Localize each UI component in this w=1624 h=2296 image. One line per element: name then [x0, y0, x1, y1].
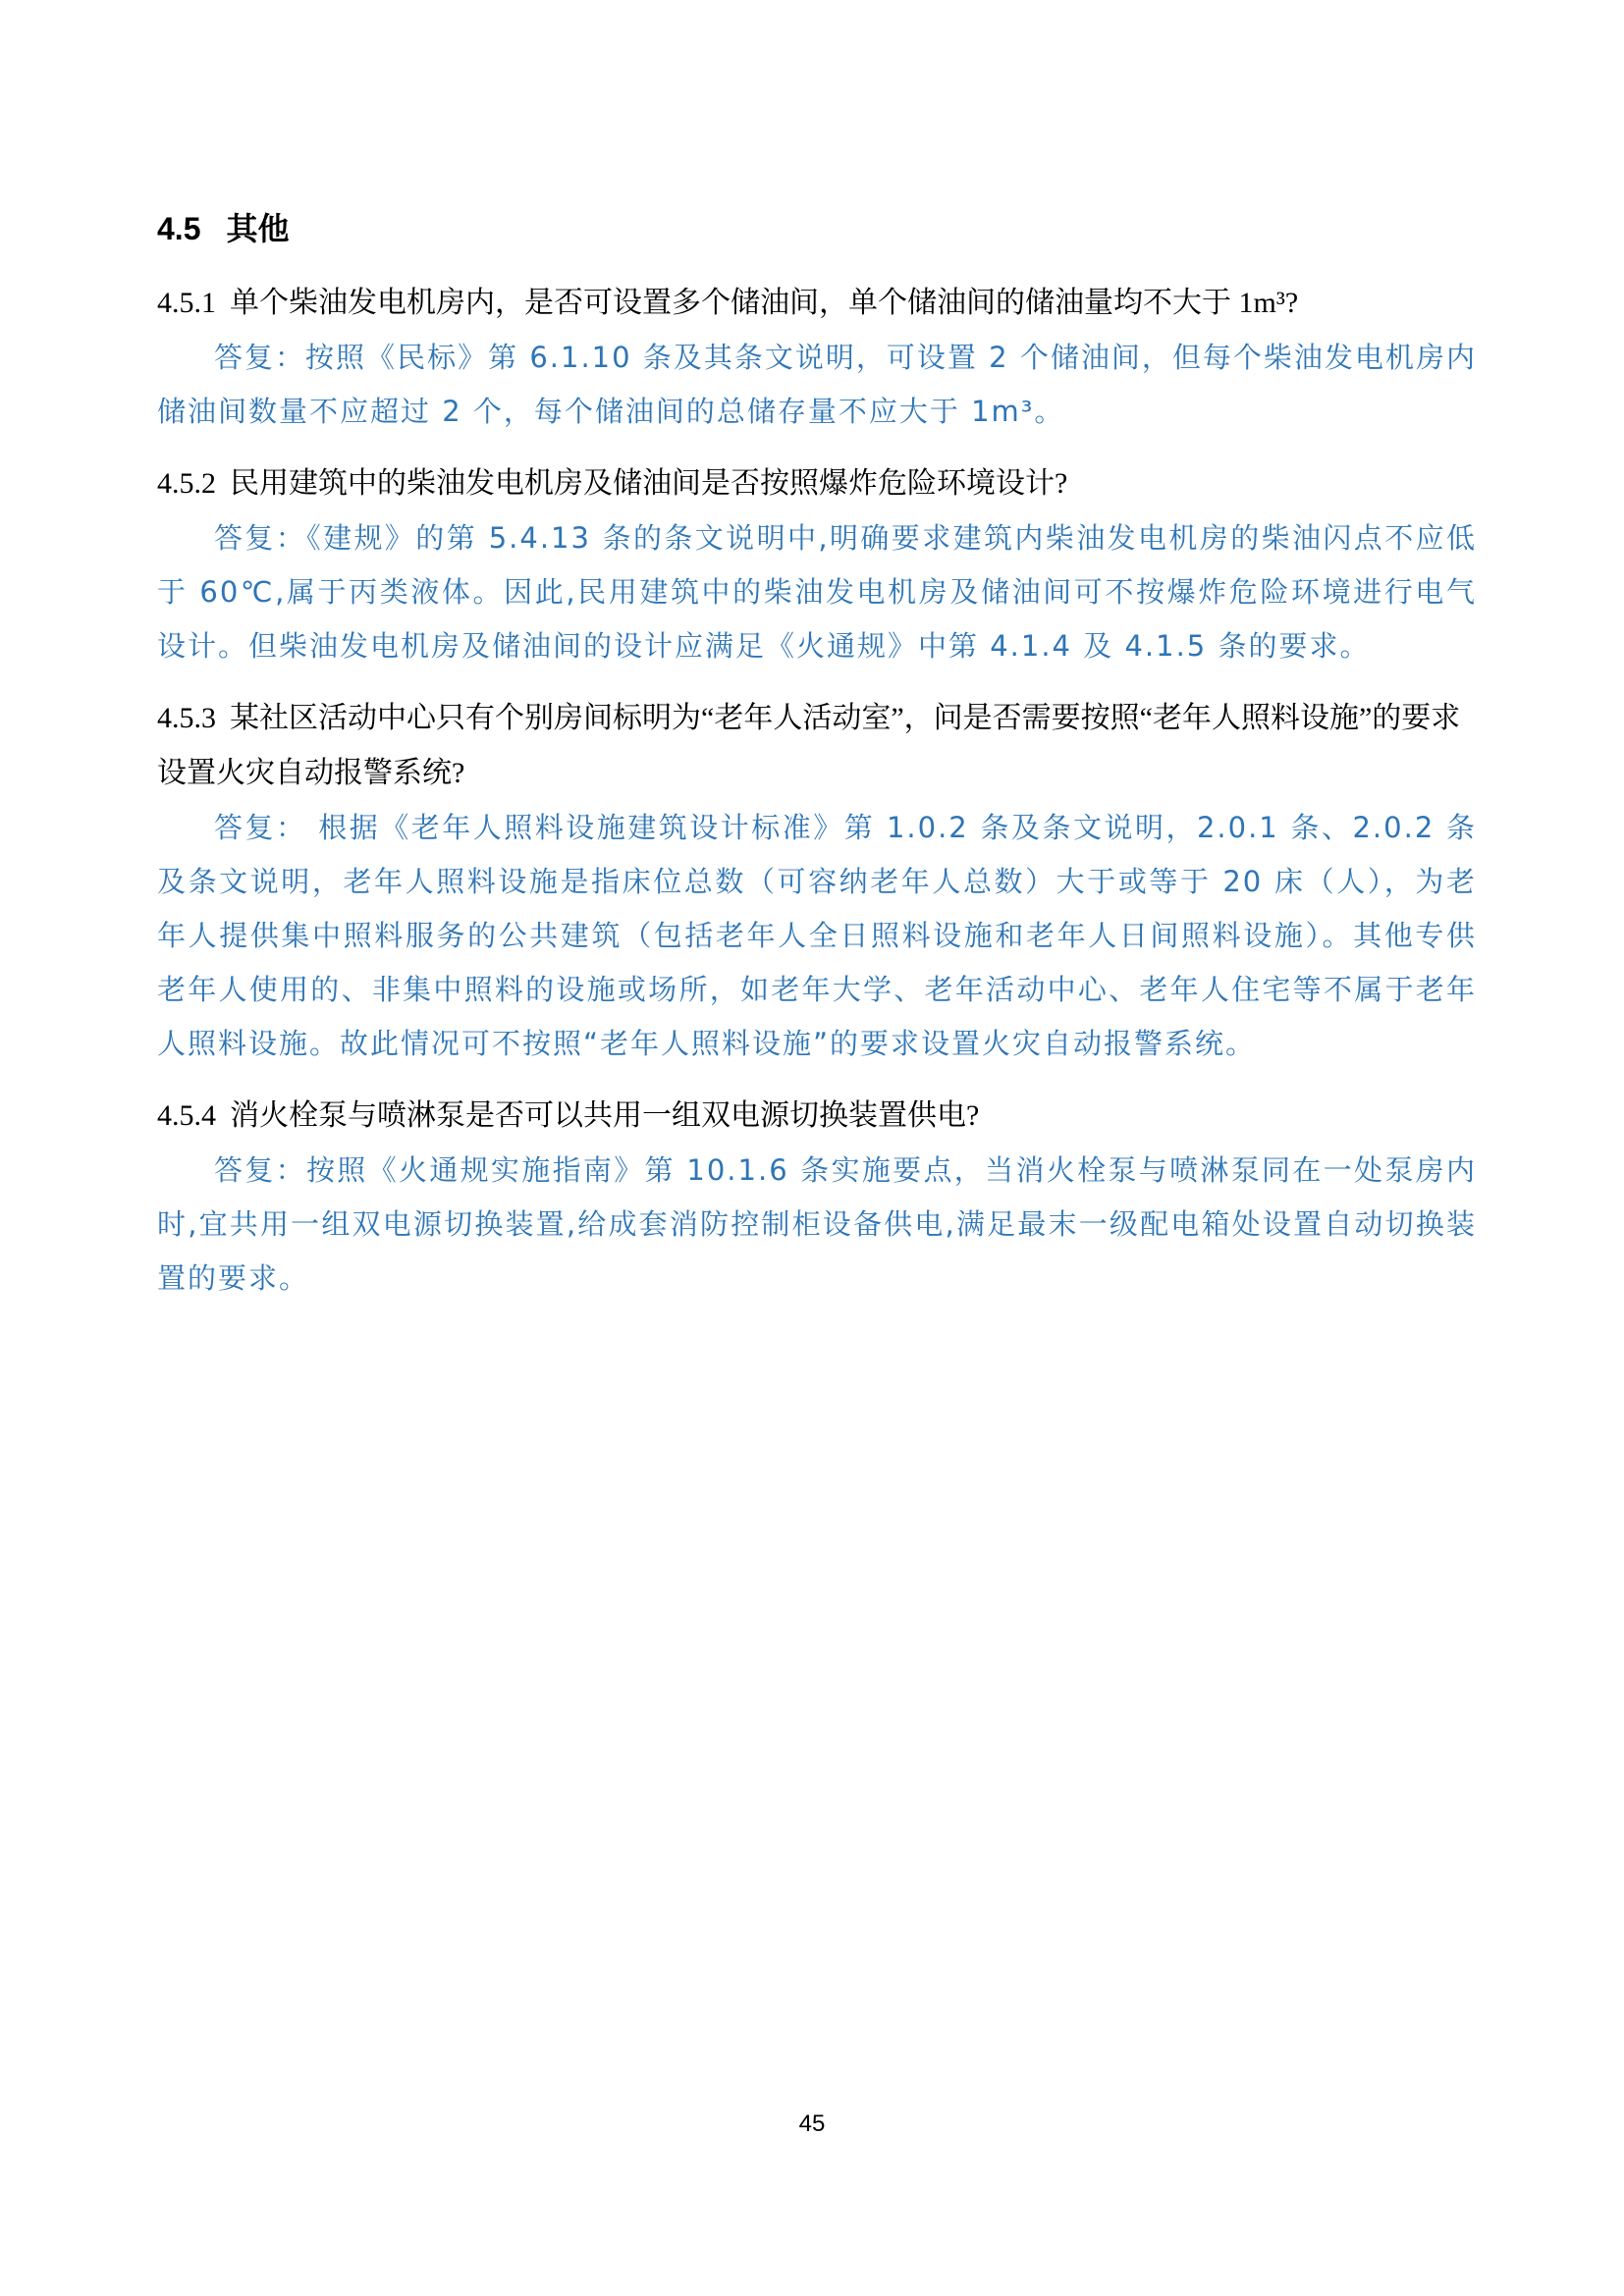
question-text: 某社区活动中心只有个别房间标明为“老年人活动室”，问是否需要按照“老年人照料设施”的要求设置火灾自动报警系统?	[157, 702, 1461, 789]
question-number: 4.5.1	[157, 287, 216, 319]
question	[157, 1089, 1477, 1144]
answer: 答复：按照《民标》第 6.1.10 条及其条文说明，可设置 2 个储油间，但每个柴油发电机房内储油间数量不应超过 2 个，每个储油间的总储存量不应大于 1m³。	[157, 341, 1477, 428]
qa-item	[157, 691, 1477, 1071]
question-text: 消火栓泵与喷淋泵是否可以共用一组双电源切换装置供电?	[230, 1099, 980, 1132]
answer: 答复：按照《火通规实施指南》第 10.1.6 条实施要点，当消火栓泵与喷淋泵同在一处泵房内时,宜共用一组双电源切换装置,给成套消防控制柜设备供电,满足最末一级配电箱处设置自动切换装置的要求。	[157, 1153, 1477, 1295]
page-content	[157, 201, 1477, 1323]
page-number: 45	[798, 2110, 826, 2137]
answer: 答复：《建规》的第 5.4.13 条的条文说明中,明确要求建筑内柴油发电机房的柴油闪点不应低于 60℃,属于丙类液体。因此,民用建筑中的柴油发电机房及储油间可不按爆炸危险环境进行电气设计。但柴油发电机房及储油间的设计应满足《火通规》中第 4.1.4 及 4.1.5 条的要求。	[157, 521, 1477, 663]
question-number: 4.5.4	[157, 1099, 216, 1132]
question-text: 单个柴油发电机房内，是否可设置多个储油间，单个储油间的储油量均不大于 1m³?	[230, 287, 1299, 319]
section-title: 其他	[226, 211, 290, 246]
answer: 答复： 根据《老年人照料设施建筑设计标准》第 1.0.2 条及条文说明，2.0.1 条、2.0.2 条及条文说明，老年人照料设施是指床位总数（可容纳老年人总数）大于或等于 20 床（人），为老年人提供集中照料服务的公共建筑（包括老年人全日照料设施和老年人日间照料设施）。其他专供老年人使用的、非集中照料的设施或场所，如老年大学、老年活动中心、老年人住宅等不属于老年人照料设施。故此情况可不按照“老年人照料设施”的要求设置火灾自动报警系统。	[157, 811, 1477, 1060]
question	[157, 276, 1477, 331]
question-text: 民用建筑中的柴油发电机房及储油间是否按照爆炸危险环境设计?	[230, 467, 1068, 500]
section-heading	[157, 201, 1477, 256]
question	[157, 456, 1477, 511]
section-number: 4.5	[157, 211, 201, 246]
qa-item	[157, 1089, 1477, 1306]
qa-item	[157, 456, 1477, 673]
qa-item	[157, 276, 1477, 439]
question-number: 4.5.2	[157, 467, 216, 500]
question	[157, 691, 1477, 801]
question-number: 4.5.3	[157, 702, 216, 734]
